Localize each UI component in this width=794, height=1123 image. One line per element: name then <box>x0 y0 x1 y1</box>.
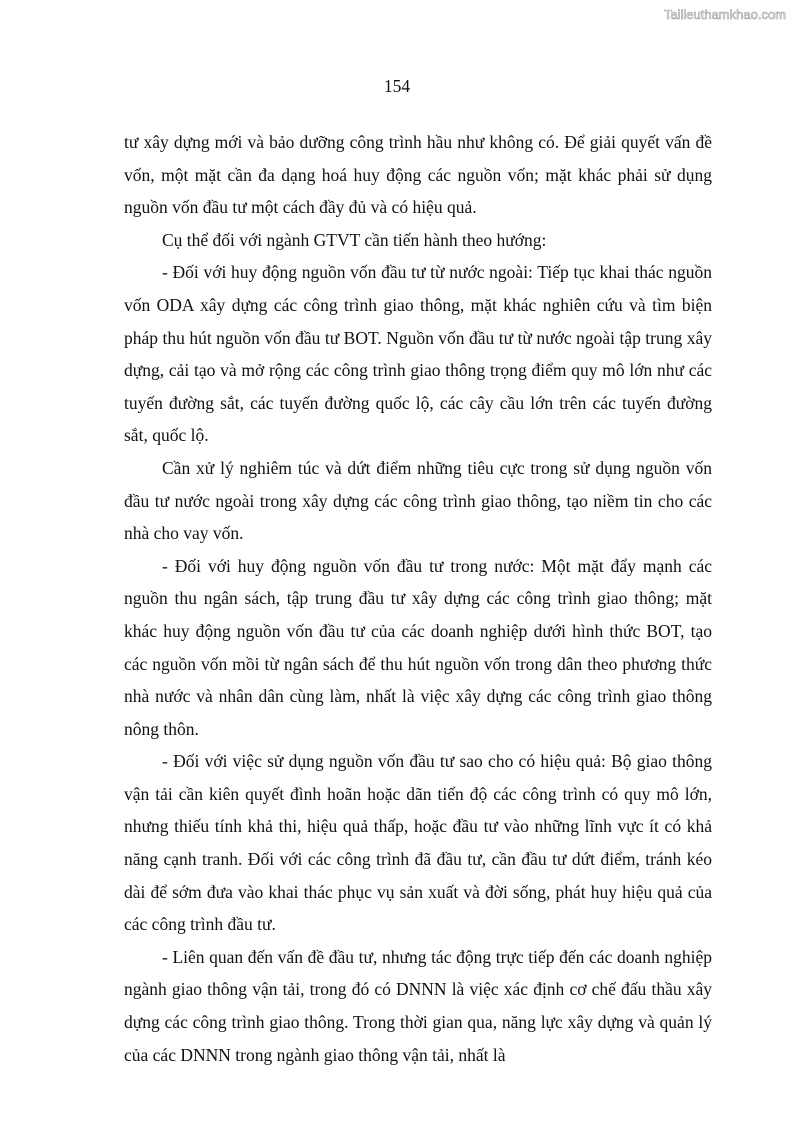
paragraph: Cụ thể đối với ngành GTVT cần tiến hành theo hướng: <box>162 229 547 250</box>
paragraph: Cần xử lý nghiêm túc và dứt điểm những tiêu cực trong sử dụng nguồn vốn đầu tư nước ngoài trong xây dựng các công trình giao thông, tạo niềm tin cho các nhà cho vay vốn. <box>124 457 712 544</box>
paragraph: - Đối với huy động nguồn vốn đầu tư từ nước ngoài: Tiếp tục khai thác nguồn vốn ODA xây dựng các công trình giao thông, mặt khác nghiên cứu và tìm biện pháp thu hút nguồn vốn đầu tư BOT. Nguồn vốn đầu tư từ nước ngoài tập trung xây dựng, cải tạo và mở rộng các công trình giao thông trọng điểm quy mô lớn như các tuyến đường sắt, các tuyến đường quốc lộ, các cây cầu lớn trên các tuyến đường sắt, quốc lộ. <box>124 262 712 446</box>
paragraph: tư xây dựng mới và bảo dưỡng công trình hầu như không có. Để giải quyết vấn đề vốn, một mặt cần đa dạng hoá huy động các nguồn vốn; mặt khác phải sử dụng nguồn vốn đầu tư một cách đầy đủ và có hiệu quả. <box>124 132 712 218</box>
paragraph: - Liên quan đến vấn đề đầu tư, nhưng tác động trực tiếp đến các doanh nghiệp ngành giao thông vận tải, trong đó có DNNN là việc xác định cơ chế đấu thầu xây dựng các công trình giao thông. Trong thời gian qua, năng lực xây dựng và quản lý của các DNNN trong ngành giao thông vận tải, nhất là <box>124 946 712 1065</box>
paragraph: - Đối với huy động nguồn vốn đầu tư trong nước: Một mặt đẩy mạnh các nguồn thu ngân sách, tập trung đầu tư xây dựng các công trình giao thông; mặt khác huy động nguồn vốn đầu tư của các doanh nghiệp dưới hình thức BOT, tạo các nguồn vốn mồi từ ngân sách để thu hút nguồn vốn trong dân theo phương thức nhà nước và nhân dân cùng làm, nhất là việc xây dựng các công trình giao thông nông thôn. <box>124 555 712 739</box>
document-body <box>124 126 712 1071</box>
paragraph: - Đối với việc sử dụng nguồn vốn đầu tư sao cho có hiệu quả: Bộ giao thông vận tải cần kiên quyết đình hoãn hoặc dãn tiến độ các công trình có quy mô lớn, nhưng thiếu tính khả thi, hiệu quả thấp, hoặc đầu tư vào những lĩnh vực ít có khả năng cạnh tranh. Đối với các công trình đã đầu tư, cần đầu tư dứt điểm, tránh kéo dài để sớm đưa vào khai thác phục vụ sản xuất và đời sống, phát huy hiệu quả của các công trình đầu tư. <box>124 751 712 935</box>
page-number: 154 <box>383 76 411 96</box>
watermark-text: Tailieuthamkhao.com <box>663 7 786 22</box>
